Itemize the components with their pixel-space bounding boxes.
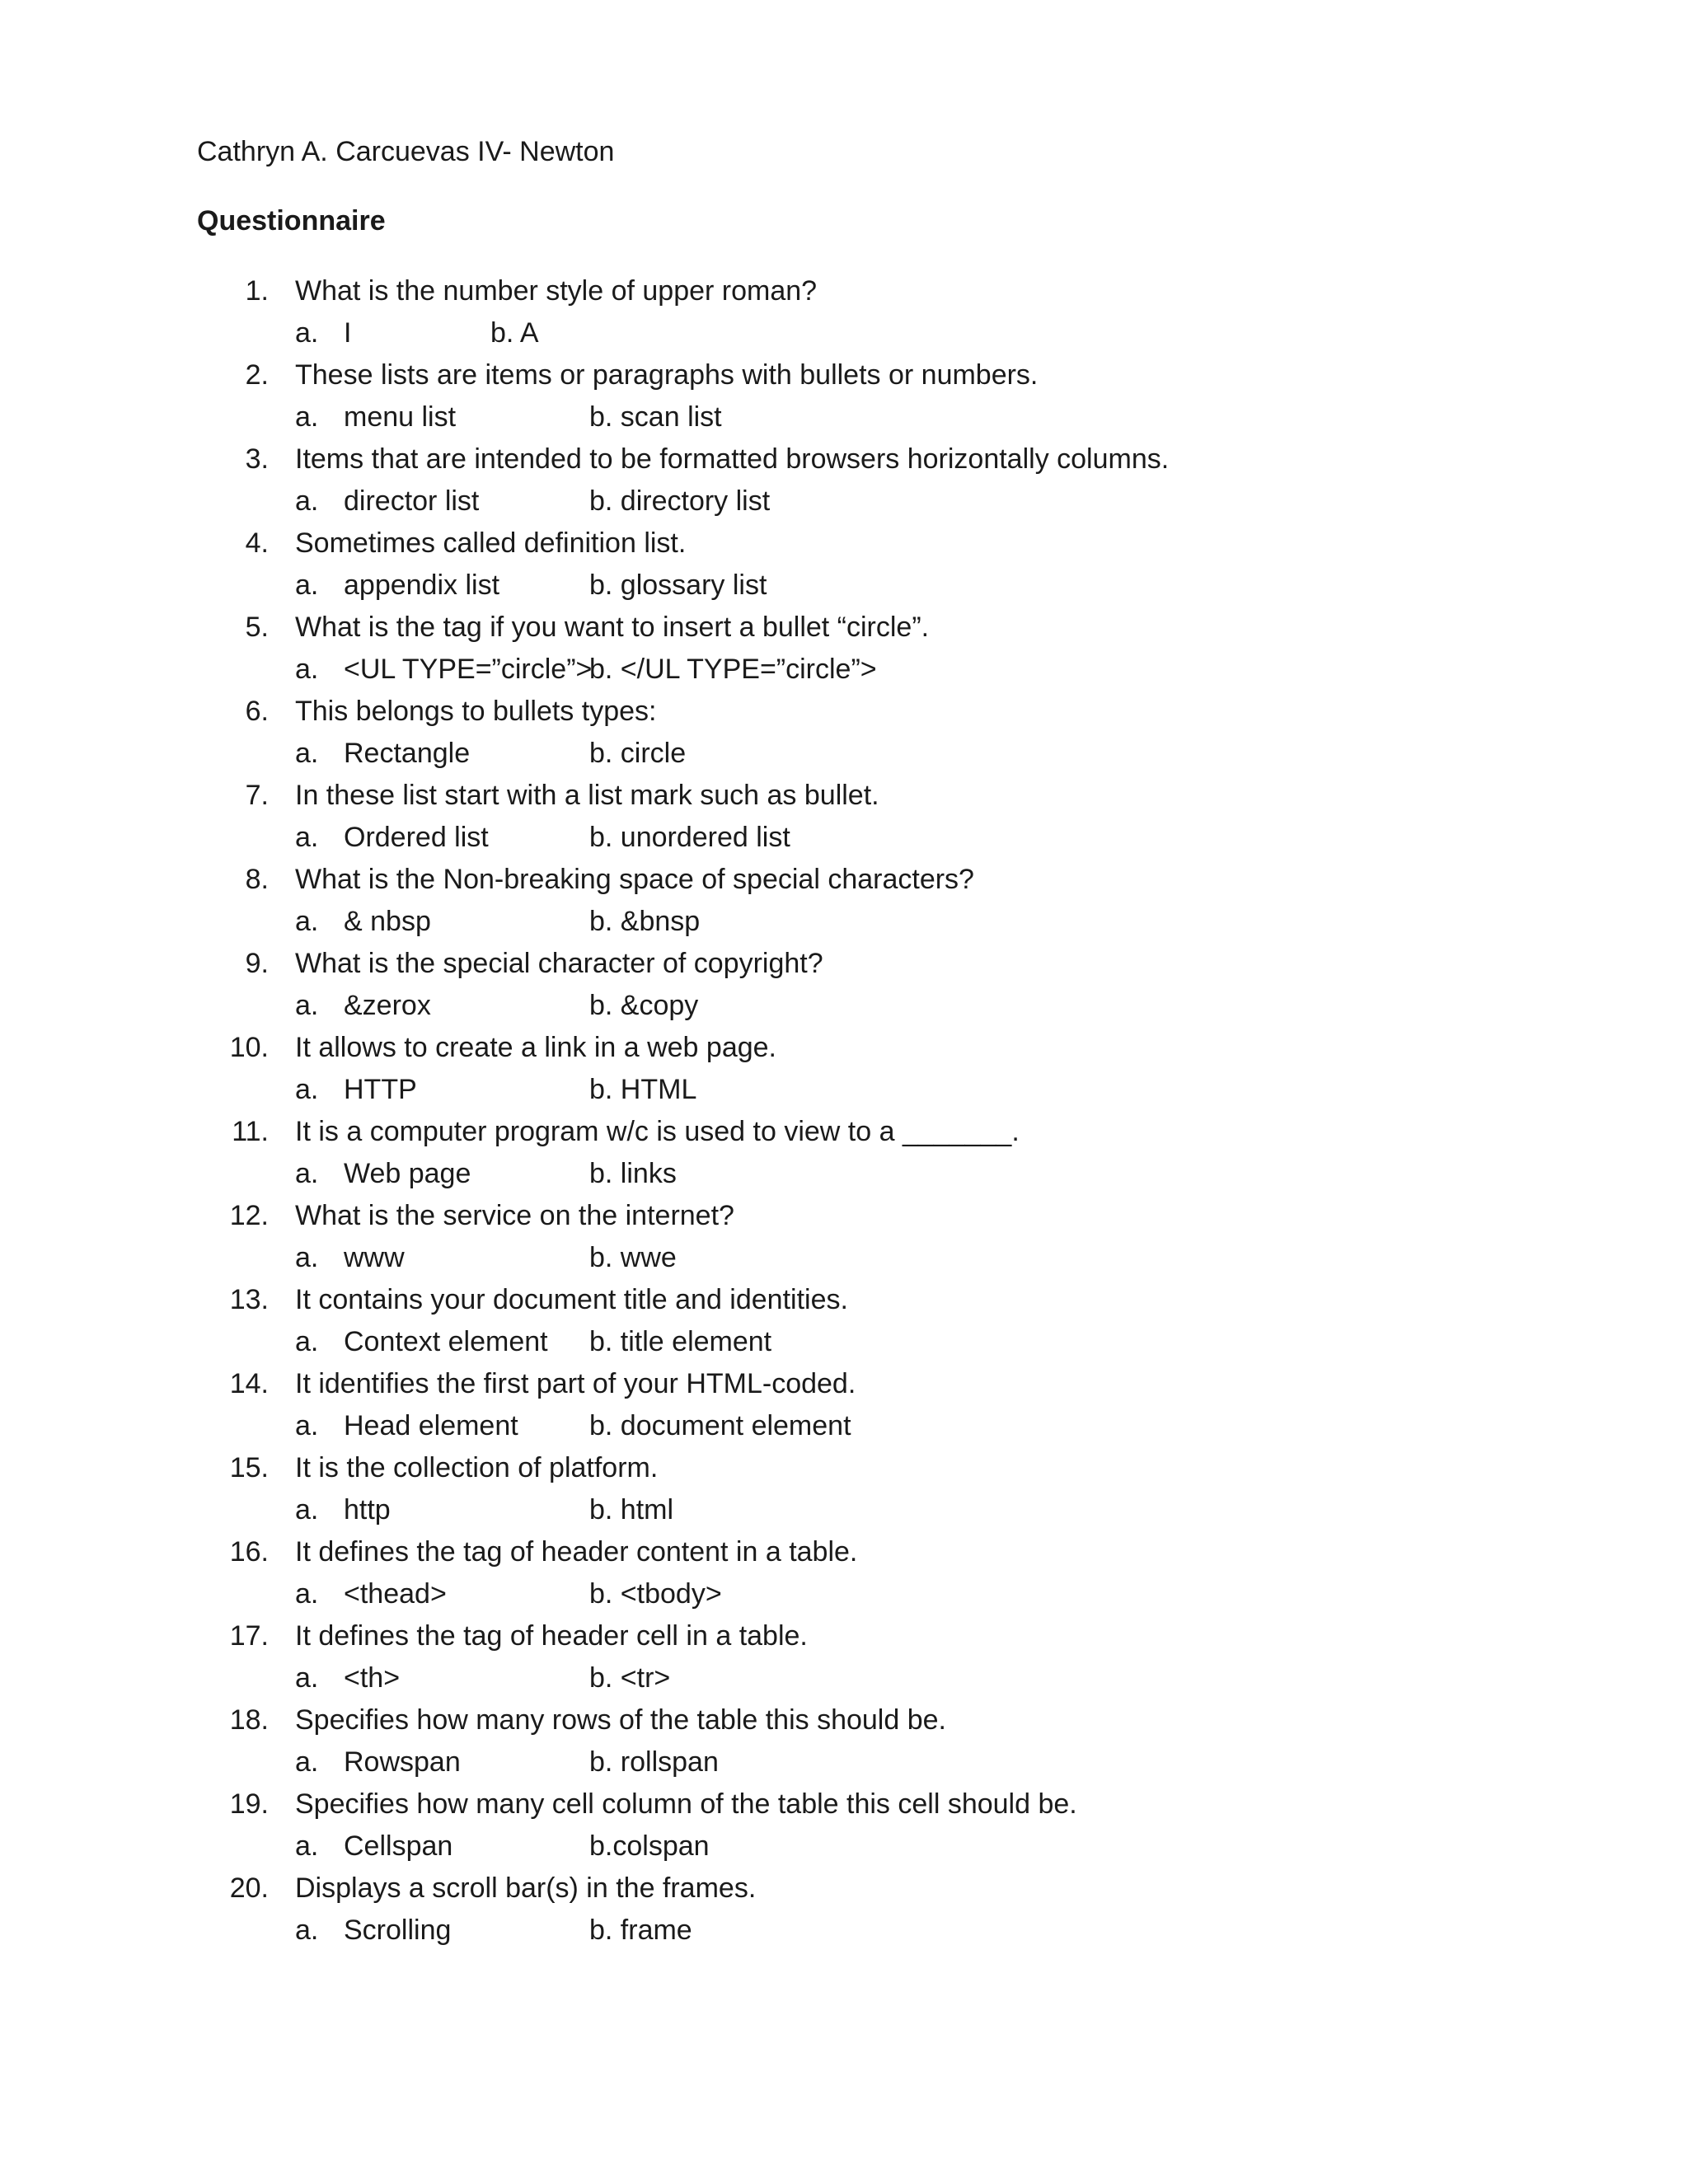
option-b: b.colspan (589, 1830, 710, 1862)
option-a-label: a. (295, 1410, 319, 1441)
question-item-3 (0, 438, 1688, 523)
question-line (0, 1195, 1688, 1236)
question-item-7 (0, 775, 1688, 859)
question-number: 4. (245, 527, 269, 559)
question-item-6 (0, 691, 1688, 775)
option-a-label: a. (295, 906, 319, 937)
options-line (0, 1237, 1688, 1278)
option-a: appendix list (344, 569, 500, 601)
question-item-4 (0, 523, 1688, 607)
document-title: Questionnaire (197, 205, 386, 237)
option-a: <th> (344, 1662, 401, 1694)
options-line (0, 565, 1688, 606)
option-b: b. HTML (589, 1074, 697, 1105)
question-number: 18. (229, 1704, 269, 1736)
question-number: 5. (245, 612, 269, 643)
options-line (0, 1153, 1688, 1194)
question-text: It is a computer program w/c is used to view to a _______. (295, 1116, 1020, 1147)
question-number: 1. (245, 275, 269, 307)
question-item-5 (0, 607, 1688, 691)
question-number: 12. (229, 1200, 269, 1231)
question-item-9 (0, 943, 1688, 1027)
question-line (0, 1615, 1688, 1657)
question-text: Items that are intended to be formatted browsers horizontally columns. (295, 443, 1170, 475)
option-a-label: a. (295, 990, 319, 1021)
question-line (0, 943, 1688, 984)
question-text: What is the special character of copyright? (295, 948, 823, 979)
question-line (0, 354, 1688, 396)
options-line (0, 649, 1688, 690)
option-b: b. <tbody> (589, 1578, 722, 1610)
options-line (0, 901, 1688, 942)
question-item-17 (0, 1615, 1688, 1699)
question-number: 2. (245, 359, 269, 391)
question-text: It allows to create a link in a web page. (295, 1032, 776, 1063)
question-line (0, 859, 1688, 900)
option-b: b. A (490, 317, 539, 349)
question-item-14 (0, 1363, 1688, 1447)
option-a: Rectangle (344, 738, 471, 769)
question-text: Specifies how many cell column of the table this cell should be. (295, 1788, 1077, 1820)
option-a-label: a. (295, 485, 319, 517)
question-text: Specifies how many rows of the table this should be. (295, 1704, 946, 1736)
option-a-label: a. (295, 1326, 319, 1357)
question-line (0, 1531, 1688, 1572)
option-a-label: a. (295, 1158, 319, 1189)
option-b: b. title element (589, 1326, 772, 1357)
option-a: http (344, 1494, 391, 1526)
question-item-19 (0, 1783, 1688, 1868)
option-a: & nbsp (344, 906, 431, 937)
option-b: b. frame (589, 1915, 692, 1946)
question-text: It identifies the first part of your HTML-coded. (295, 1368, 856, 1399)
question-text: This belongs to bullets types: (295, 696, 657, 727)
options-line (0, 1321, 1688, 1362)
question-item-11 (0, 1111, 1688, 1195)
question-number: 7. (245, 780, 269, 811)
question-item-10 (0, 1027, 1688, 1111)
question-text: What is the tag if you want to insert a bullet “circle”. (295, 612, 930, 643)
author-line: Cathryn A. Carcuevas IV- Newton (197, 136, 615, 167)
options-line (0, 1910, 1688, 1951)
option-a-label: a. (295, 1746, 319, 1778)
question-number: 19. (229, 1788, 269, 1820)
question-line (0, 1699, 1688, 1741)
question-item-13 (0, 1279, 1688, 1363)
question-line (0, 1868, 1688, 1909)
options-line (0, 1405, 1688, 1446)
question-text: What is the service on the internet? (295, 1200, 734, 1231)
question-item-18 (0, 1699, 1688, 1783)
option-a: &zerox (344, 990, 431, 1021)
option-a-label: a. (295, 1915, 319, 1946)
option-a: menu list (344, 401, 457, 433)
option-b: b. glossary list (589, 569, 767, 601)
question-text: What is the number style of upper roman? (295, 275, 818, 307)
question-line (0, 270, 1688, 312)
option-a: Context element (344, 1326, 548, 1357)
option-a: www (344, 1242, 405, 1273)
question-number: 8. (245, 864, 269, 895)
question-number: 15. (229, 1452, 269, 1483)
question-item-16 (0, 1531, 1688, 1615)
question-text: It defines the tag of header cell in a table. (295, 1620, 808, 1652)
option-b: b. directory list (589, 485, 771, 517)
option-a-label: a. (295, 822, 319, 853)
option-a-label: a. (295, 317, 319, 349)
option-a: Head element (344, 1410, 518, 1441)
option-a: Cellspan (344, 1830, 453, 1862)
options-line (0, 312, 1688, 354)
question-line (0, 1279, 1688, 1320)
option-b: b. &copy (589, 990, 699, 1021)
question-line (0, 775, 1688, 816)
options-line (0, 1741, 1688, 1783)
option-a-label: a. (295, 569, 319, 601)
option-b: b. links (589, 1158, 677, 1189)
option-a: director list (344, 485, 480, 517)
question-list (0, 270, 1688, 1952)
question-item-20 (0, 1868, 1688, 1952)
options-line (0, 1069, 1688, 1110)
options-line (0, 985, 1688, 1026)
option-a: <thead> (344, 1578, 447, 1610)
question-item-12 (0, 1195, 1688, 1279)
option-a-label: a. (295, 1074, 319, 1105)
question-number: 16. (229, 1536, 269, 1568)
question-line (0, 523, 1688, 564)
option-a: I (344, 317, 352, 349)
option-a: Ordered list (344, 822, 489, 853)
question-item-8 (0, 859, 1688, 943)
options-line (0, 396, 1688, 438)
question-line (0, 1783, 1688, 1825)
option-a-label: a. (295, 1242, 319, 1273)
option-a-label: a. (295, 1662, 319, 1694)
question-line (0, 438, 1688, 480)
options-line (0, 1573, 1688, 1615)
option-b: b. circle (589, 738, 687, 769)
option-a-label: a. (295, 738, 319, 769)
question-text: These lists are items or paragraphs with bullets or numbers. (295, 359, 1039, 391)
option-b: b. </UL TYPE=”circle”> (589, 654, 877, 685)
option-a-label: a. (295, 1830, 319, 1862)
option-a: HTTP (344, 1074, 417, 1105)
question-number: 13. (229, 1284, 269, 1315)
question-text: Displays a scroll bar(s) in the frames. (295, 1872, 757, 1904)
option-a-label: a. (295, 1494, 319, 1526)
question-text: It is the collection of platform. (295, 1452, 659, 1483)
option-a: Scrolling (344, 1915, 452, 1946)
question-number: 3. (245, 443, 269, 475)
question-number: 10. (229, 1032, 269, 1063)
option-b: b. &bnsp (589, 906, 701, 937)
question-text: It contains your document title and identities. (295, 1284, 848, 1315)
options-line (0, 1825, 1688, 1867)
question-item-2 (0, 354, 1688, 438)
question-number: 20. (229, 1872, 269, 1904)
question-number: 17. (229, 1620, 269, 1652)
question-line (0, 607, 1688, 648)
option-a-label: a. (295, 654, 319, 685)
question-line (0, 1111, 1688, 1152)
question-line (0, 1363, 1688, 1404)
option-a: <UL TYPE=”circle”> (344, 654, 593, 685)
options-line (0, 733, 1688, 774)
question-line (0, 1447, 1688, 1488)
question-text: What is the Non-breaking space of special characters? (295, 864, 974, 895)
option-a-label: a. (295, 1578, 319, 1610)
option-b: b. <tr> (589, 1662, 671, 1694)
option-a: Web page (344, 1158, 471, 1189)
option-a: Rowspan (344, 1746, 461, 1778)
question-line (0, 691, 1688, 732)
option-b: b. scan list (589, 401, 722, 433)
options-line (0, 817, 1688, 858)
question-number: 11. (232, 1116, 269, 1147)
option-b: b. unordered list (589, 822, 790, 853)
option-a-label: a. (295, 401, 319, 433)
question-number: 9. (245, 948, 269, 979)
question-line (0, 1027, 1688, 1068)
option-b: b. wwe (589, 1242, 677, 1273)
question-item-1 (0, 270, 1688, 354)
question-number: 14. (229, 1368, 269, 1399)
option-b: b. document element (589, 1410, 851, 1441)
question-text: It defines the tag of header content in a table. (295, 1536, 858, 1568)
question-text: In these list start with a list mark such as bullet. (295, 780, 879, 811)
question-number: 6. (245, 696, 269, 727)
options-line (0, 480, 1688, 522)
option-b: b. rollspan (589, 1746, 719, 1778)
question-text: Sometimes called definition list. (295, 527, 687, 559)
options-line (0, 1657, 1688, 1699)
question-item-15 (0, 1447, 1688, 1531)
option-b: b. html (589, 1494, 674, 1526)
options-line (0, 1489, 1688, 1530)
